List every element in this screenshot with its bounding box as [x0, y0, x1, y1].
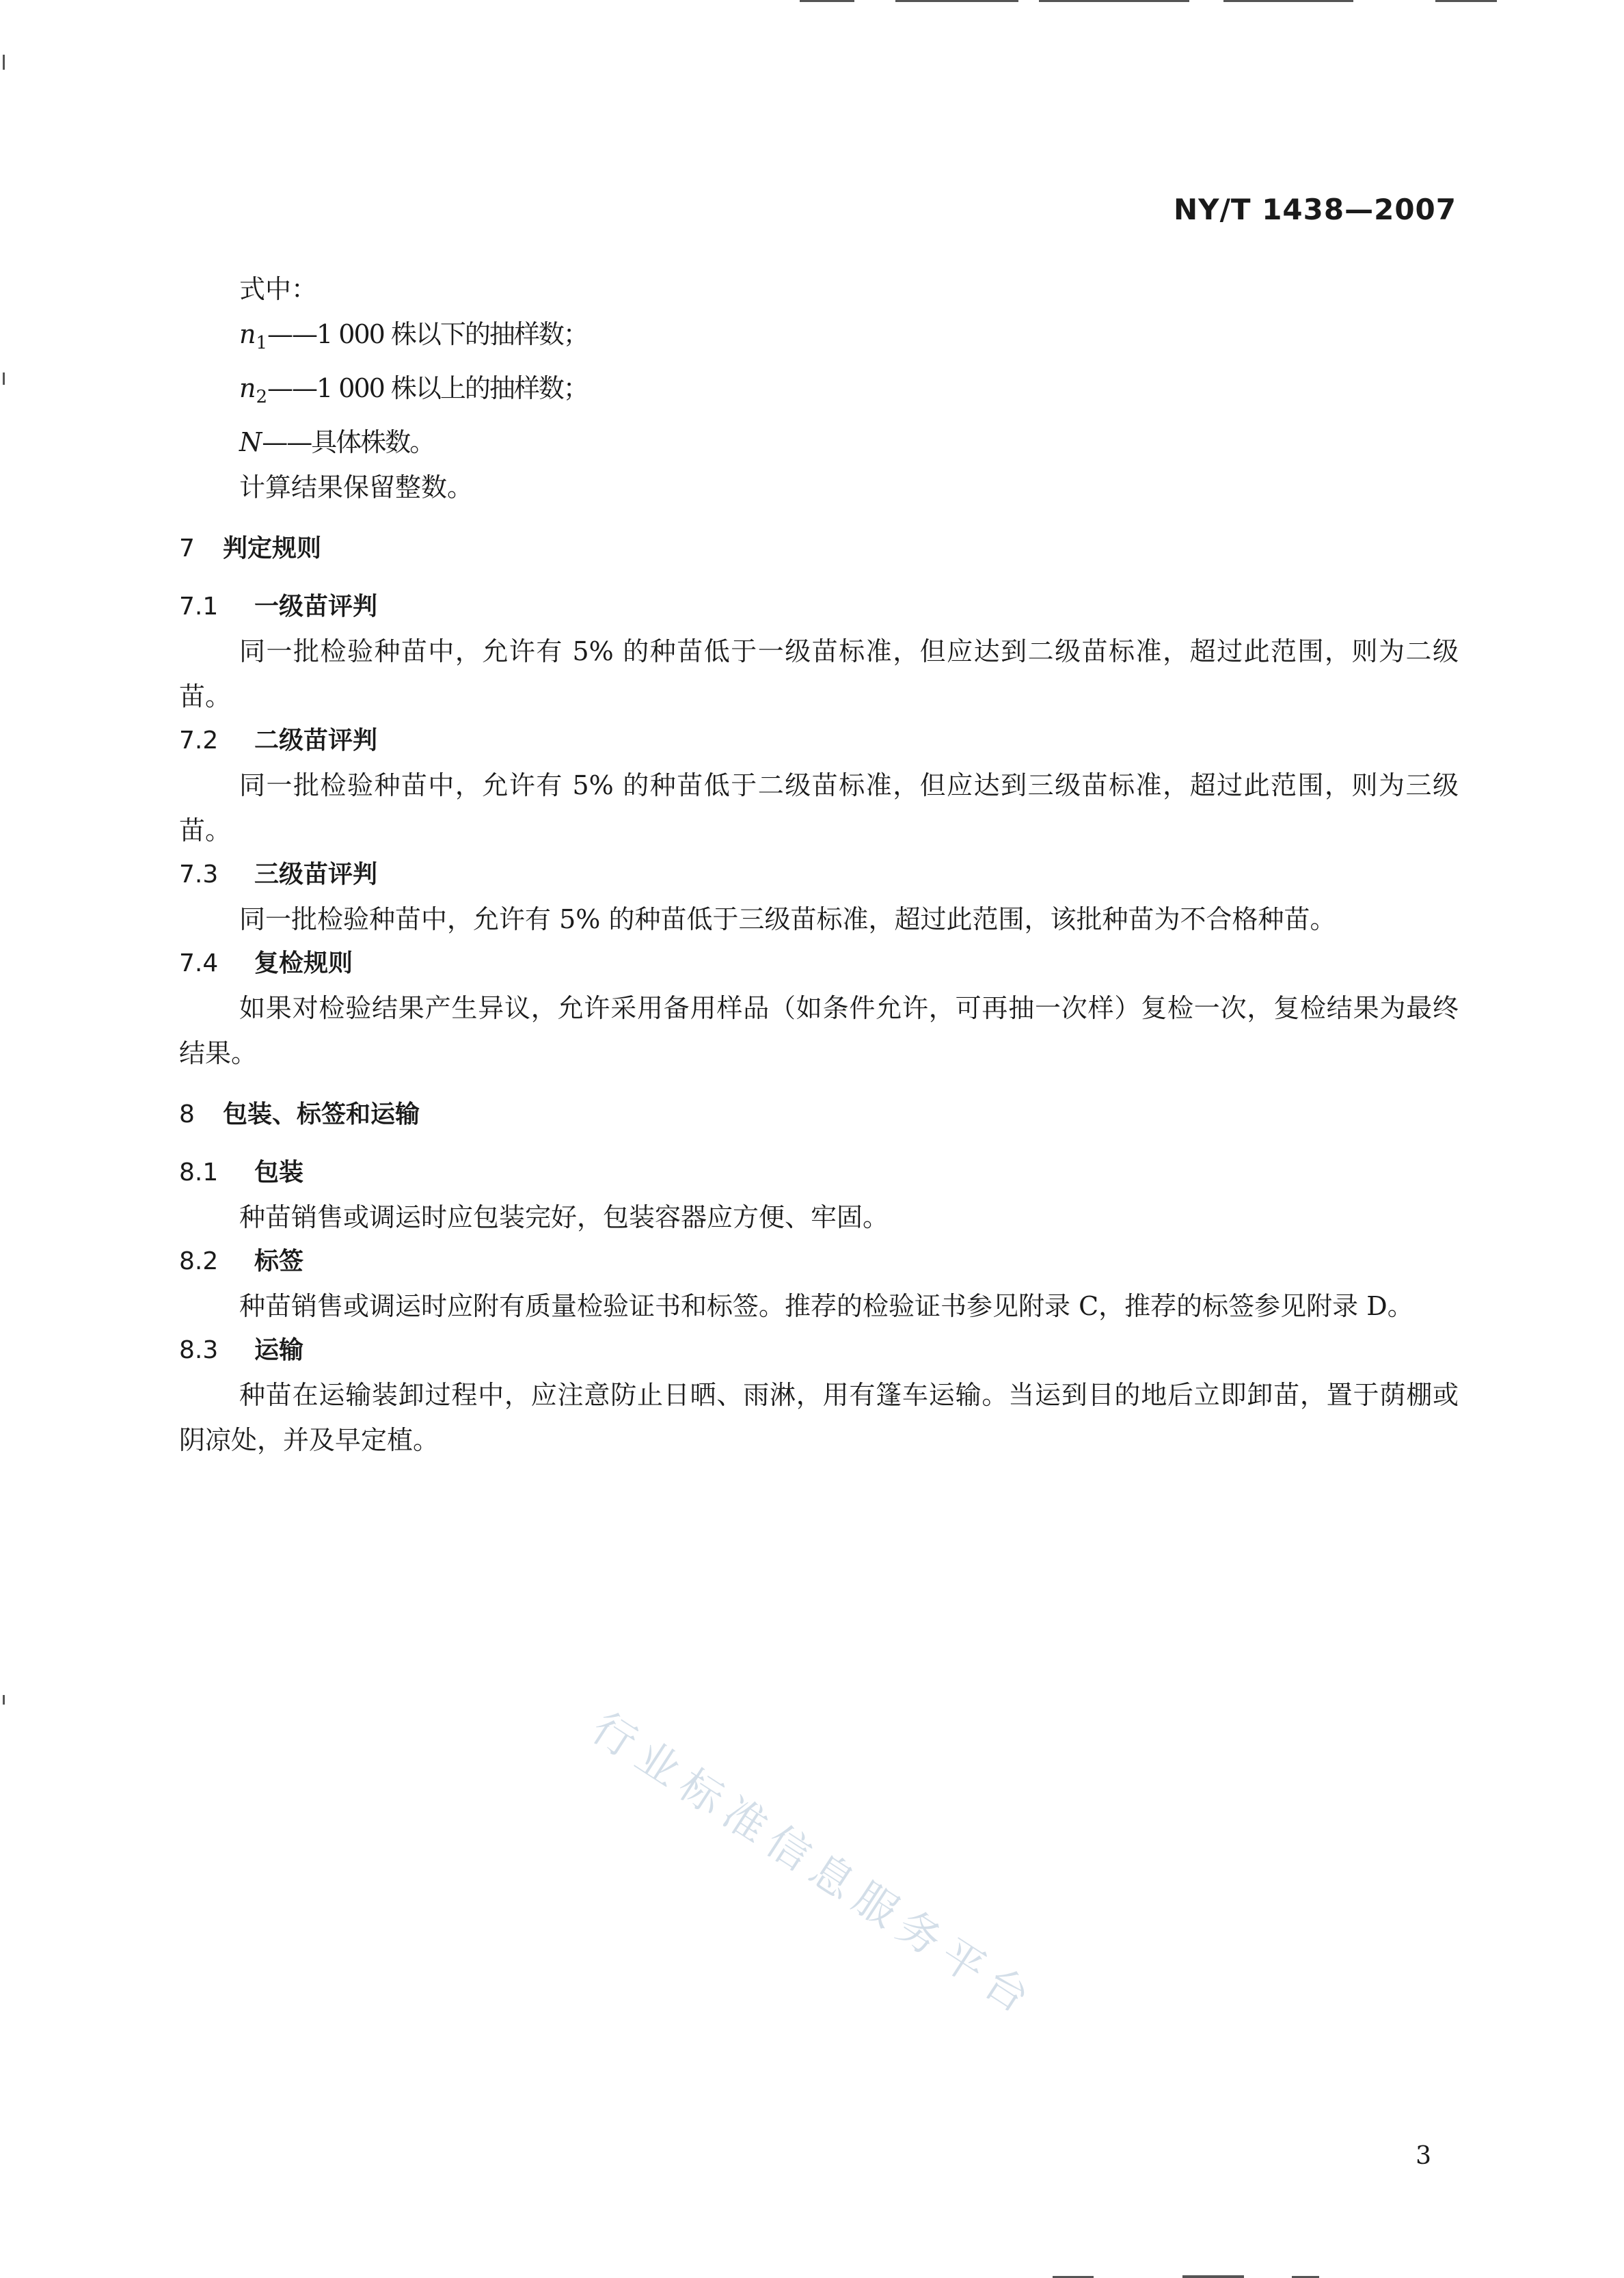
- section-8-2-text: 种苗销售或调运时应附有质量检验证书和标签。推荐的检验证书参见附录 C，推荐的标签参见附录 D。: [239, 1291, 1413, 1321]
- legend-n2: [179, 366, 1459, 420]
- section-7-3-title: 三级苗评判: [254, 860, 378, 889]
- section-8-title: 包装、标签和运输: [223, 1100, 420, 1128]
- scan-artifact-top: [1223, 0, 1353, 2]
- section-8-1-number: 8.1: [179, 1158, 219, 1187]
- standard-code: NY/T 1438—2007: [1174, 193, 1457, 226]
- legend-n1: [179, 312, 1459, 366]
- section-7-1-title: 一级苗评判: [254, 593, 378, 621]
- section-7-1-number: 7.1: [179, 593, 219, 621]
- section-7-1-text: 同一批检验种苗中，允许有 5% 的种苗低于一级苗标准，但应达到二级苗标准，超过此范围，则为二级苗。: [179, 636, 1459, 711]
- section-7-3-heading: [179, 853, 1459, 897]
- section-7-1-heading: [179, 585, 1459, 629]
- document-body: [179, 267, 1459, 1463]
- symbol-n1-subscript: 1: [256, 333, 268, 353]
- scan-artifact-left: [3, 372, 5, 385]
- symbol-n2: n: [239, 373, 256, 403]
- scan-artifact-top: [1435, 0, 1497, 2]
- section-7-4-title: 复检规则: [254, 949, 353, 977]
- section-8-3-heading: [179, 1329, 1459, 1372]
- legend-n1-desc: ——1 000 株以下的抽样数；: [267, 319, 588, 349]
- scan-artifact-top: [895, 0, 1018, 2]
- scan-artifact-left: [3, 1695, 5, 1705]
- section-7-3-text: 同一批检验种苗中，允许有 5% 的种苗低于三级苗标准，超过此范围，该批种苗为不合格种苗。: [239, 904, 1336, 934]
- section-8-3-title: 运输: [254, 1336, 304, 1364]
- symbol-n1: n: [239, 319, 256, 349]
- section-7-number: 7: [179, 534, 195, 562]
- section-8-3-number: 8.3: [179, 1336, 219, 1364]
- section-7-heading: [179, 526, 1459, 571]
- legend-N: [179, 420, 1459, 465]
- section-8-2-heading: [179, 1240, 1459, 1284]
- page-number: 3: [1416, 2142, 1431, 2170]
- section-7-2-title: 二级苗评判: [254, 727, 378, 755]
- section-8-1-title: 包装: [254, 1158, 304, 1187]
- section-8-1-text: 种苗销售或调运时应包装完好，包装容器应方便、牢固。: [239, 1202, 889, 1232]
- section-7-4-text: 如果对检验结果产生异议，允许采用备用样品（如条件允许，可再抽一次样）复检一次，复检结果为最终结果。: [179, 993, 1459, 1068]
- section-7-4-heading: [179, 942, 1459, 986]
- section-8-1-heading: [179, 1151, 1459, 1195]
- scan-artifact-top: [1039, 0, 1189, 2]
- section-7-3-number: 7.3: [179, 860, 219, 889]
- scan-artifact-bottom: [1182, 2275, 1244, 2278]
- symbol-N: N: [239, 427, 262, 457]
- rounding-note: 计算结果保留整数。: [239, 472, 474, 502]
- watermark: 行业标准信息服务平台: [583, 1702, 1046, 2028]
- legend-n2-desc: ——1 000 株以上的抽样数；: [267, 373, 588, 403]
- section-8-heading: [179, 1092, 1459, 1137]
- section-7-4-number: 7.4: [179, 949, 219, 977]
- section-7-2-text: 同一批检验种苗中，允许有 5% 的种苗低于二级苗标准，但应达到三级苗标准，超过此范围，则为三级苗。: [179, 770, 1459, 845]
- section-7-title: 判定规则: [223, 534, 322, 562]
- section-8-number: 8: [179, 1100, 195, 1128]
- formula-legend-intro: 式中：: [239, 274, 318, 304]
- legend-N-desc: ——具体株数。: [262, 427, 435, 457]
- section-8-3-text: 种苗在运输装卸过程中，应注意防止日晒、雨淋，用有篷车运输。当运到目的地后立即卸苗，置于荫棚或阴凉处，并及早定植。: [179, 1380, 1459, 1455]
- section-7-2-heading: [179, 719, 1459, 763]
- section-8-2-title: 标签: [254, 1247, 304, 1275]
- scan-artifact-left: [3, 55, 5, 70]
- symbol-n2-subscript: 2: [256, 387, 268, 407]
- scan-artifact-top: [800, 0, 854, 2]
- section-8-2-number: 8.2: [179, 1247, 219, 1275]
- section-7-2-number: 7.2: [179, 727, 219, 755]
